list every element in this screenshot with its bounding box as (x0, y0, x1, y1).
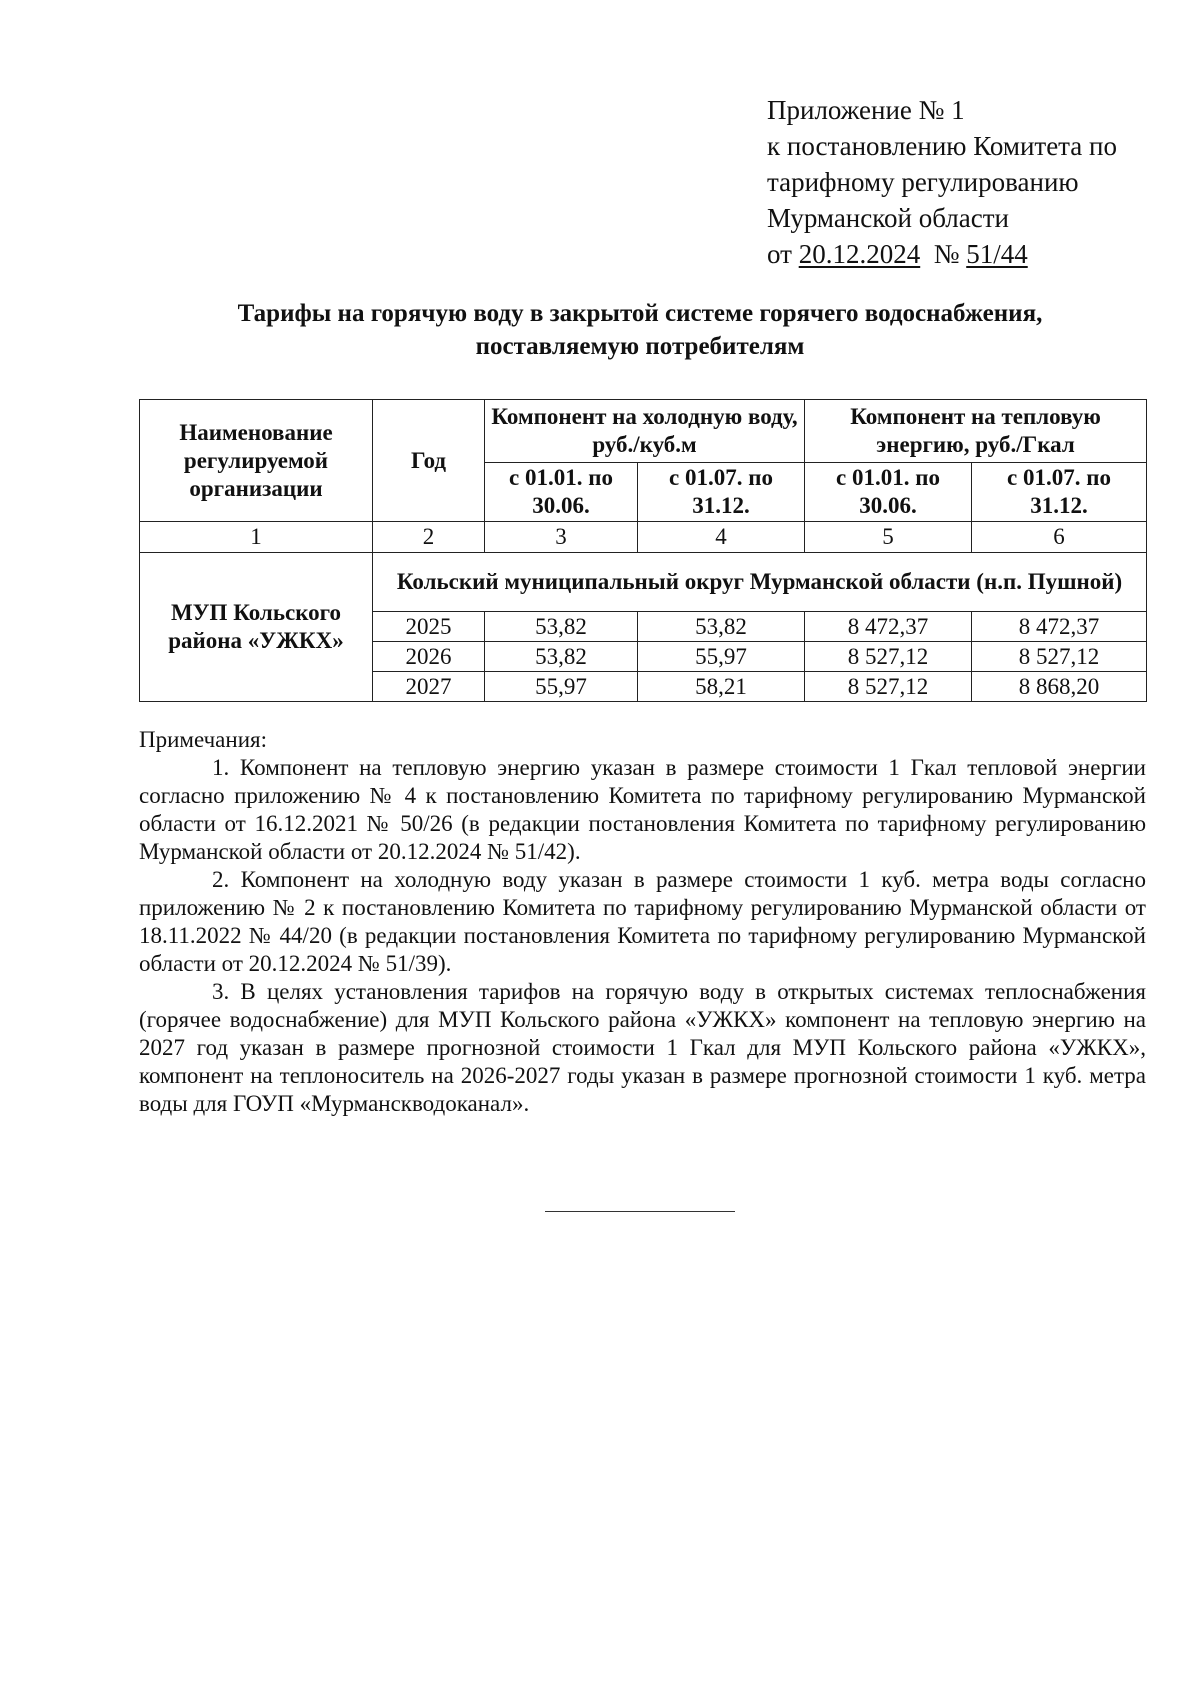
header-cold-period-2: с 01.07. по 31.12. (638, 463, 805, 522)
cold-water-period-1-cell: 53,82 (485, 642, 638, 672)
appendix-line-1: Приложение № 1 (767, 95, 965, 125)
appendix-line-3: тарифному регулированию (767, 167, 1079, 197)
appendix-block (767, 92, 1167, 272)
note-item-3: 3. В целях установления тарифов на горячую воду в открытых системах теплоснабжения (горячее водоснабжение) для МУП Кольского района «УЖКХ» компонент на тепловую энергию на 2027 год указан в размере прогнозной стоимости 1 Гкал для МУП Кольского района «УЖКХ», компонент на теплоноситель на 2026-2027 годы указан в размере прогнозной стоимости 1 куб. метра воды для ГОУП «Мурманскводоканал». (139, 979, 1146, 1116)
appendix-line-2: к постановлению Комитета по (767, 131, 1117, 161)
column-number: 6 (972, 522, 1147, 553)
header-cold-period-1: с 01.01. по 30.06. (485, 463, 638, 522)
notes-section (139, 726, 1146, 1118)
year-cell: 2025 (373, 612, 485, 642)
year-cell: 2027 (373, 672, 485, 702)
cold-water-period-2-cell: 53,82 (638, 612, 805, 642)
closing-separator-line (545, 1211, 735, 1212)
heat-period-1-cell: 8 527,12 (805, 642, 972, 672)
heat-period-2-cell: 8 527,12 (972, 642, 1147, 672)
heat-period-2-cell: 8 868,20 (972, 672, 1147, 702)
organization-name: МУП Кольского района «УЖКХ» (140, 553, 373, 702)
cold-water-period-2-cell: 55,97 (638, 642, 805, 672)
header-heat-period-1: с 01.01. по 30.06. (805, 463, 972, 522)
resolution-number: 51/44 (966, 239, 1028, 269)
column-number: 1 (140, 522, 373, 553)
column-number-row (140, 522, 1147, 553)
column-number: 5 (805, 522, 972, 553)
header-year: Год (373, 400, 485, 522)
heat-period-1-cell: 8 472,37 (805, 612, 972, 642)
date-prefix: от (767, 239, 799, 269)
header-row (140, 400, 1147, 463)
cold-water-period-2-cell: 58,21 (638, 672, 805, 702)
appendix-line-4: Мурманской области (767, 203, 1009, 233)
resolution-date: 20.12.2024 (798, 239, 921, 269)
note-item-1: 1. Компонент на тепловую энергию указан в размере стоимости 1 Гкал тепловой энергии согласно приложению № 4 к постановлению Комитета по тарифному регулированию Мурманской области от 16.12.2021 № 50/26 (в редакции постановления Комитета по тарифному регулированию Мурманской области от 20.12.2024 № 51/42). (139, 755, 1146, 864)
municipality-row (140, 553, 1147, 612)
column-number: 4 (638, 522, 805, 553)
cold-water-period-1-cell: 55,97 (485, 672, 638, 702)
header-heat: Компонент на тепловую энергию, руб./Гкал (805, 400, 1147, 463)
document-title (140, 297, 1140, 363)
heat-period-1-cell: 8 527,12 (805, 672, 972, 702)
heat-period-2-cell: 8 472,37 (972, 612, 1147, 642)
municipality-name: Кольский муниципальный округ Мурманской области (н.п. Пушной) (373, 553, 1147, 612)
note-item-2: 2. Компонент на холодную воду указан в размере стоимости 1 куб. метра воды согласно приложению № 2 к постановлению Комитета по тарифному регулированию Мурманской области от 18.11.2022 № 44/20 (в редакции постановления Комитета по тарифному регулированию Мурманской области от 20.12.2024 № 51/39). (139, 867, 1146, 976)
title-line-1: Тарифы на горячую воду в закрытой системе горячего водоснабжения, (237, 300, 1043, 327)
cold-water-period-1-cell: 53,82 (485, 612, 638, 642)
header-cold-water: Компонент на холодную воду, руб./куб.м (485, 400, 805, 463)
column-number: 3 (485, 522, 638, 553)
title-line-2: поставляемую потребителям (475, 333, 805, 360)
number-prefix: № (920, 239, 967, 269)
notes-heading: Примечания: (139, 727, 267, 752)
header-org: Наименование регулируемой организации (140, 400, 373, 522)
tariff-table (139, 399, 1147, 702)
header-heat-period-2: с 01.07. по 31.12. (972, 463, 1147, 522)
column-number: 2 (373, 522, 485, 553)
appendix-date-line (767, 236, 1167, 272)
year-cell: 2026 (373, 642, 485, 672)
